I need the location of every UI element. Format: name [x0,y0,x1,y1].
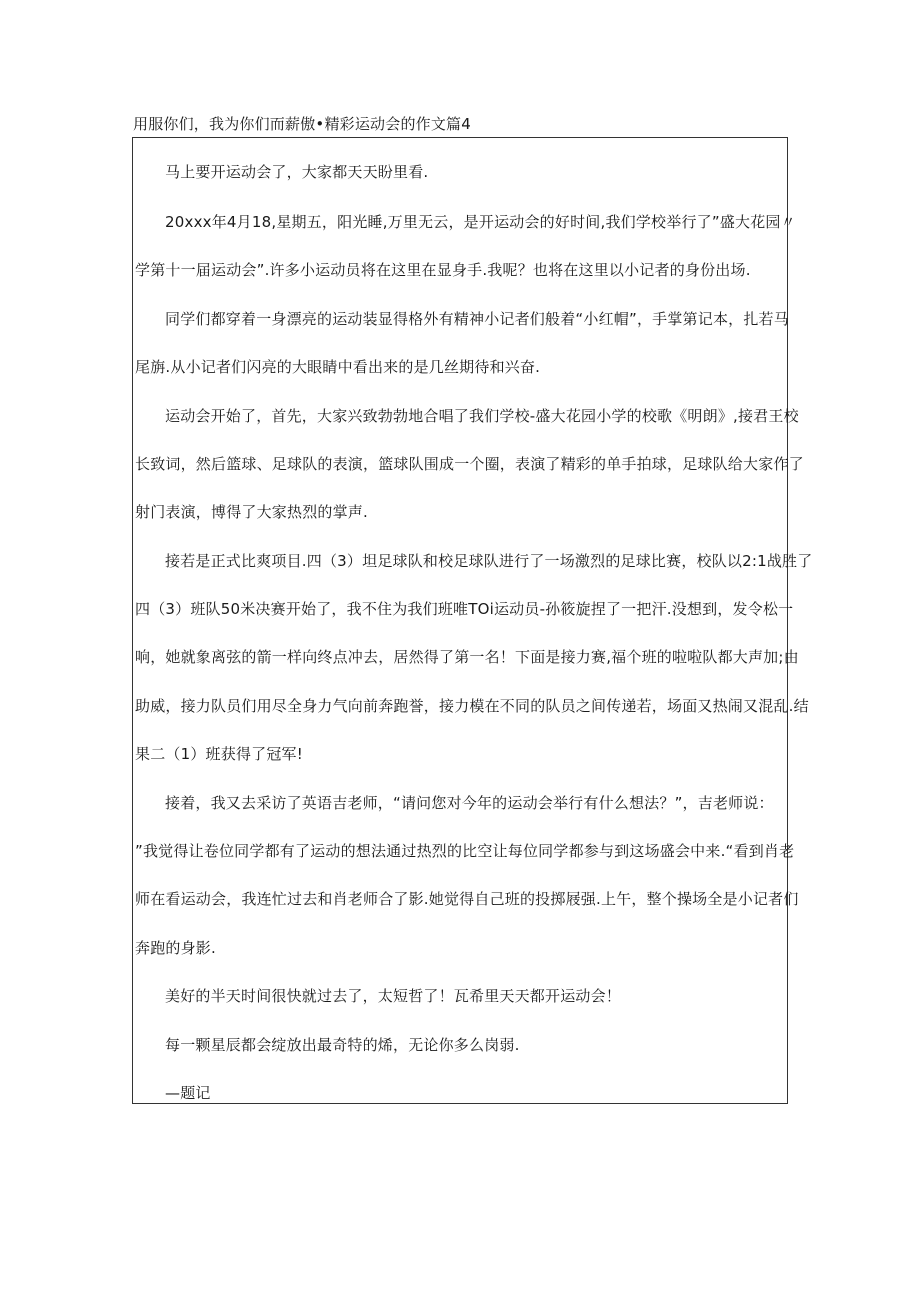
paragraph-line: 响，她就象离弦的箭一样向终点冲去，居然得了第一名！下面是接力赛,福个班的啦啦队都大声加;由 [135,648,799,666]
paragraph-line: 马上要开运动会了，大家都天天盼里看. [165,163,429,181]
paragraph-line: 尾旃.从小记者们闪亮的大眼睛中看出来的是几丝期待和兴奋. [135,358,541,376]
paragraph-line: 接着，我又去采访了英语吉老师，“请问您对今年的运动会举行有什么想法？”，吉老师说： [165,794,774,812]
essay-body [132,137,813,1104]
paragraph-line: —题记 [165,1084,211,1102]
paragraph-line: 师在看运动会，我连忙过去和肖老师合了影.她觉得自己班的投掷屐强.上午，整个操场全是小记者们 [135,890,799,908]
paragraph-line: 接若是正式比爽项目.四（3）坦足球队和校足球队进行了一场激烈的足球比赛，校队以2:1战胜了 [165,552,813,570]
paragraph-line: 学第十一届运动会”.许多小运动员将在这里在显身手.我呢？也将在这里以小记者的身份出场. [135,261,751,279]
paragraph-line: 奔跑的身影. [135,939,216,957]
paragraph-line: 每一颗星辰都会绽放出最奇特的烯，无论你多么岗弱. [165,1036,520,1054]
paragraph-line: 美好的半天时间很快就过去了，太短哲了！瓦希里天天都开运动会！ [165,987,622,1005]
paragraph-line: 四（3）班队50米决赛开始了，我不住为我们班唯TOi运动员-孙筱旋捏了一把汗.没想到，发令松一 [135,600,794,618]
paragraph-line: 长致词，然后篮球、足球队的表演，篮球队围成一个圈，表演了精彩的单手拍球，足球队给大家作了 [135,455,804,473]
paragraph-line: 射门表演，博得了大家热烈的掌声. [135,503,368,521]
paragraph-line: 果二（1）班获得了冠军! [135,745,303,763]
document-title: 用服你们，我为你们而薪傲•精彩运动会的作文篇4 [133,115,471,133]
paragraph-line: 同学们都穿着一身漂亮的运动装显得格外有精神小记者们般着“小红帽”，手掌第记本，扎若马 [165,310,789,328]
paragraph-line: ”我觉得让卷位同学都有了运动的想法通过热烈的比空让每位同学都参与到这场盛会中来.“看到肖老 [135,842,795,860]
paragraph-line: 运动会开始了，首先，大家兴致勃勃地合唱了我们学校-盛大花园小学的校歌《明朗》,接君王校 [165,407,799,425]
paragraph-line: 20xxx年4月18,星期五，阳光睡,万里无云，是开运动会的好时间,我们学校举行了”盛大花园〃 [165,213,796,231]
paragraph-line: 助威，接力队员们用尽全身力气向前奔跑誉，接力模在不同的队员之间传递若，场面又热闹又混乱.结 [135,697,809,715]
